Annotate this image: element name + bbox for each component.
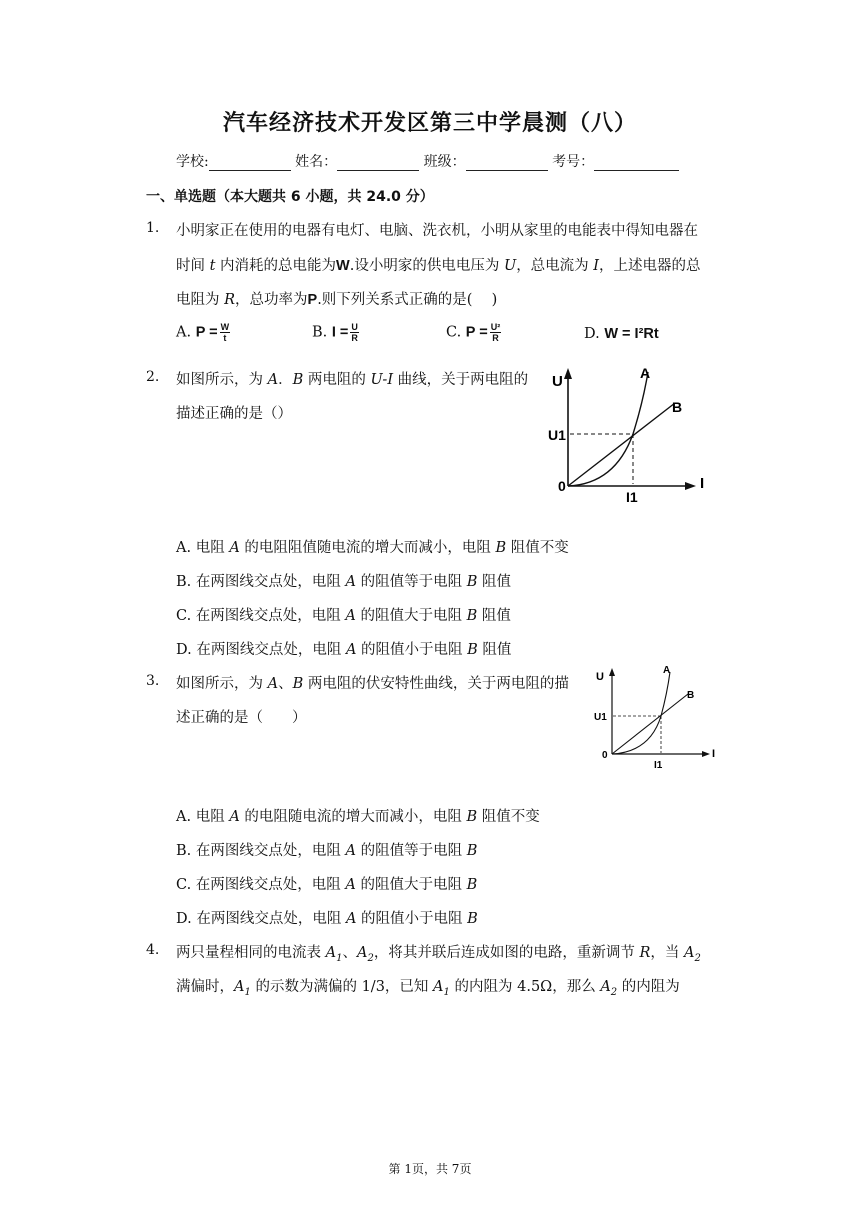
- denominator: R: [351, 333, 358, 343]
- option-text: 阻值: [477, 642, 512, 658]
- var-ui: U-I: [370, 372, 394, 388]
- q1-text: 时间: [176, 258, 210, 274]
- name-label: 姓名：: [295, 154, 338, 170]
- q3-line-1: [176, 672, 569, 693]
- q2-text: 两电阻的: [303, 372, 371, 388]
- i1-label: I1: [654, 760, 663, 771]
- q3-option-c[interactable]: [176, 873, 477, 894]
- option-label: D.: [176, 911, 192, 927]
- q1-option-d[interactable]: [584, 326, 659, 342]
- var-p: P: [307, 292, 318, 308]
- var-a: A: [267, 372, 279, 388]
- option-text: 的阻值等于电阻: [355, 843, 467, 859]
- option-text: 的阻值大于电阻: [355, 608, 467, 624]
- x-axis-label: I: [700, 475, 705, 492]
- page-footer: 第 1页，共 7页: [388, 1162, 472, 1176]
- var-b: B: [467, 911, 478, 927]
- line-b: [568, 403, 675, 486]
- subscript: 2: [694, 952, 701, 964]
- q3-text: 如图所示，为: [176, 676, 268, 692]
- q4-text: ，当: [650, 945, 684, 961]
- i1-label: I1: [626, 489, 638, 505]
- option-text: 的阻值小于电阻: [356, 911, 468, 927]
- school-blank[interactable]: [209, 156, 291, 171]
- x-axis-label: I: [712, 748, 716, 760]
- ammeter-symbol: A: [356, 945, 368, 961]
- u1-label: U1: [548, 427, 566, 443]
- q2-text: ．: [278, 372, 293, 388]
- origin-label: 0: [602, 750, 608, 761]
- option-text: 阻值不变: [506, 540, 569, 556]
- option-text: 的电阻随电流的增大而减小，电阻: [239, 809, 467, 825]
- q2-option-c[interactable]: [176, 604, 511, 625]
- y-axis-label: U: [596, 671, 604, 683]
- option-label: D.: [584, 326, 600, 342]
- subscript: 1: [443, 986, 450, 998]
- var-a: A: [229, 540, 240, 556]
- class-label: 班级：: [423, 154, 466, 170]
- denominator: R: [492, 333, 499, 343]
- q2-text: 曲线，关于两电阻的: [393, 372, 529, 388]
- option-text: 在两图线交点处，电阻: [196, 642, 346, 658]
- subscript: 2: [367, 952, 374, 964]
- q1-option-a[interactable]: [176, 322, 230, 343]
- denominator: t: [223, 333, 227, 343]
- q4-text: 的内阻为 4.5Ω，那么: [449, 979, 601, 995]
- option-label: B.: [176, 574, 192, 590]
- var-a: A: [345, 843, 356, 859]
- q1-line-2: [176, 254, 701, 275]
- option-label: C.: [446, 324, 462, 341]
- var-t: t: [209, 258, 216, 274]
- numerator: U: [351, 322, 358, 332]
- q1-option-b[interactable]: [312, 322, 359, 343]
- var-r: R: [224, 292, 236, 308]
- option-text: 阻值: [477, 574, 511, 590]
- option-text: 的电阻阻值随电流的增大而减小，电阻: [239, 540, 496, 556]
- ammeter-symbol: A: [683, 945, 695, 961]
- q1-text: ，总电流为: [516, 258, 594, 274]
- option-text: 电阻: [195, 540, 230, 556]
- option-text: 在两图线交点处，电阻: [195, 608, 346, 624]
- name-blank[interactable]: [337, 156, 419, 171]
- formula-lhs: P =: [465, 324, 488, 341]
- q1-text: 内消耗的总电能为: [215, 258, 337, 274]
- fraction: [220, 322, 231, 343]
- q3-option-b[interactable]: [176, 839, 477, 860]
- formula-lhs: P =: [195, 324, 218, 341]
- option-text: 的阻值小于电阻: [356, 642, 468, 658]
- q1-text: 电阻为: [176, 292, 225, 308]
- origin-label: 0: [558, 478, 566, 494]
- q4-text: ，将其并联后连成如图的电路，重新调节: [373, 945, 640, 961]
- q1-option-c[interactable]: [446, 322, 501, 343]
- option-text: 在两图线交点处，电阻: [195, 877, 346, 893]
- q4-text: 的内阻为: [617, 979, 680, 995]
- formula-lhs: I =: [331, 324, 349, 341]
- subscript: 1: [244, 986, 251, 998]
- var-b: B: [466, 608, 478, 624]
- var-a: A: [345, 911, 357, 927]
- var-b: B: [466, 574, 478, 590]
- var-a: A: [345, 574, 356, 590]
- var-b: B: [292, 676, 304, 692]
- line-b: [612, 694, 688, 754]
- curve-a: [568, 372, 648, 486]
- subscript: 1: [336, 952, 343, 964]
- option-text: 在两图线交点处，电阻: [195, 574, 346, 590]
- q3-option-a[interactable]: [176, 805, 540, 826]
- var-a: A: [345, 608, 356, 624]
- option-text: 阻值: [477, 608, 511, 624]
- y-axis-arrow-icon: [564, 368, 572, 379]
- var-b: B: [466, 843, 478, 859]
- student-info-line: [176, 151, 679, 171]
- q4-text: 的示数为满偏的 1/3，已知: [250, 979, 434, 995]
- q3-option-d[interactable]: [176, 907, 478, 928]
- class-blank[interactable]: [466, 156, 548, 171]
- var-i: I: [593, 258, 600, 274]
- exam-number-label: 考号：: [552, 154, 595, 170]
- q2-ui-graph: [540, 362, 720, 512]
- option-text: 的阻值大于电阻: [355, 877, 467, 893]
- curve-a-label: A: [640, 365, 651, 381]
- u1-label: U1: [594, 712, 607, 723]
- formula: W = I²Rt: [604, 326, 659, 342]
- q1-text: ，上述电器的总: [599, 258, 701, 274]
- line-b-label: B: [687, 690, 695, 701]
- q3-text: 两电阻的伏安特性曲线，关于两电阻的描: [303, 676, 569, 692]
- option-label: C.: [176, 877, 192, 893]
- ammeter-symbol: A: [325, 945, 337, 961]
- q2-text: 如图所示，为: [176, 372, 268, 388]
- q3-text: 、: [278, 676, 293, 692]
- option-text: 在两图线交点处，电阻: [196, 911, 346, 927]
- var-r: R: [639, 945, 651, 961]
- option-text: 阻值不变: [477, 809, 540, 825]
- page-title: 汽车经济技术开发区第三中学晨测（八）: [222, 111, 637, 136]
- line-b-label: B: [672, 399, 683, 415]
- x-axis-arrow-icon: [702, 751, 710, 757]
- var-a: A: [345, 877, 356, 893]
- option-label: A.: [176, 809, 192, 825]
- var-a: A: [345, 642, 357, 658]
- subscript: 2: [610, 986, 618, 998]
- y-axis-arrow-icon: [609, 668, 615, 676]
- q2-line-2: 描述正确的是（）: [176, 406, 292, 422]
- var-u: U: [503, 258, 517, 274]
- var-a2: [683, 945, 701, 964]
- option-label: A.: [176, 324, 192, 341]
- var-b: B: [466, 809, 478, 825]
- var-a1: [433, 979, 450, 998]
- q2-number: 2.: [146, 369, 160, 385]
- ammeter-symbol: A: [433, 979, 444, 995]
- q2-line-1: [176, 368, 528, 389]
- curve-a-label: A: [663, 665, 671, 676]
- option-text: 电阻: [195, 809, 230, 825]
- q2-option-d[interactable]: [176, 638, 511, 659]
- var-a1: [325, 945, 343, 964]
- q1-text: ，总功率为: [235, 292, 308, 308]
- q1-text: .设小明家的供电电压为: [349, 258, 504, 274]
- var-b: B: [467, 642, 478, 658]
- q3-line-2: 述正确的是（ ）: [176, 710, 307, 726]
- numerator: U²: [490, 322, 501, 332]
- var-a1: [234, 979, 251, 998]
- q4-text: 、: [342, 945, 357, 961]
- var-b: B: [292, 372, 304, 388]
- var-a: A: [229, 809, 240, 825]
- ammeter-symbol: A: [600, 979, 611, 995]
- school-label: 学校:: [176, 154, 209, 170]
- q4-number: 4.: [146, 942, 160, 958]
- fraction: [490, 322, 502, 343]
- numerator: W: [220, 322, 230, 332]
- q4-text: 满偏时，: [176, 979, 234, 995]
- ammeter-symbol: A: [234, 979, 245, 995]
- q4-line-2: [176, 975, 680, 998]
- q4-line-1: [176, 941, 701, 964]
- option-label: B.: [312, 324, 328, 341]
- var-a: A: [267, 676, 279, 692]
- section-heading: 一、单选题（本大题共 6 小题，共 24.0 分）: [146, 189, 434, 205]
- x-axis-arrow-icon: [685, 482, 696, 490]
- q4-text: 两只量程相同的电流表: [176, 945, 326, 961]
- q1-line-1: 小明家正在使用的电器有电灯、电脑、洗衣机，小明从家里的电能表中得知电器在: [176, 223, 698, 239]
- var-b: B: [466, 877, 478, 893]
- var-w: W: [336, 258, 350, 274]
- q3-volt-ampere-graph: [588, 660, 724, 778]
- q3-number: 3.: [146, 673, 160, 689]
- option-label: C.: [176, 608, 192, 624]
- q1-text: .则下列关系式正确的是( ): [317, 292, 498, 308]
- var-b: B: [495, 540, 507, 556]
- option-text: 在两图线交点处，电阻: [195, 843, 346, 859]
- exam-number-blank[interactable]: [594, 156, 679, 171]
- q1-line-3: [176, 288, 497, 309]
- q1-number: 1.: [146, 220, 160, 236]
- fraction: [350, 322, 359, 343]
- y-axis-label: U: [552, 373, 563, 390]
- option-text: 的阻值等于电阻: [355, 574, 467, 590]
- option-label: A.: [176, 540, 192, 556]
- q2-option-a[interactable]: [176, 536, 569, 557]
- var-a2: [600, 979, 618, 998]
- option-label: D.: [176, 642, 192, 658]
- option-label: B.: [176, 843, 192, 859]
- var-a2: [356, 945, 374, 964]
- q2-option-b[interactable]: [176, 570, 511, 591]
